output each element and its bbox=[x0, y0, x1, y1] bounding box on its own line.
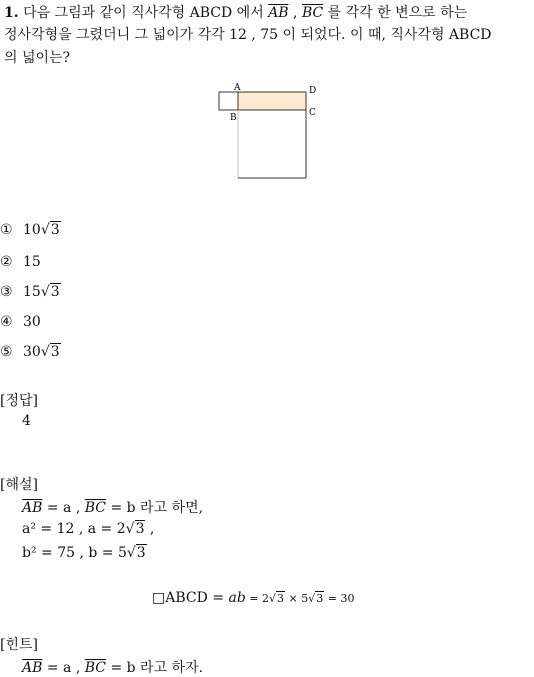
answer-header: [정답] bbox=[0, 393, 38, 409]
rectangle-abcd bbox=[238, 92, 306, 110]
rectangle-figure bbox=[210, 80, 330, 185]
solution-line-3: b² = 75 , b = 5√3 bbox=[22, 545, 146, 561]
choice-mark: ② bbox=[0, 254, 13, 270]
hint-line: $\overline{AB} = a$ , $\overline{BC} = b$ 라고 하자. bbox=[22, 660, 204, 676]
label-d: D bbox=[309, 86, 317, 96]
label-c: C bbox=[309, 108, 316, 118]
solution-result: □ABCD = ab = 2√3 × 5√3 = 30 bbox=[152, 590, 355, 606]
question-number: 1. bbox=[4, 5, 19, 21]
segment-bc: $\overline{BC}$ bbox=[301, 5, 324, 21]
choice-3[interactable]: ③ 15√3 bbox=[0, 284, 60, 300]
solution-line-2: a² = 12 , a = 2√3 , bbox=[22, 521, 155, 537]
solution-header: [해설] bbox=[0, 477, 38, 493]
segment-ab: $\overline{AB}$ bbox=[268, 5, 289, 21]
choice-mark: ⑤ bbox=[0, 344, 13, 360]
square-symbol: □ bbox=[152, 590, 166, 606]
hint-header: [힌트] bbox=[0, 637, 38, 653]
question-comma: , bbox=[288, 5, 302, 21]
choice-mark: ① bbox=[0, 222, 13, 238]
label-b: B bbox=[230, 113, 237, 123]
question-line-3: 의 넓이는? bbox=[4, 50, 71, 66]
answer-value: 4 bbox=[22, 413, 31, 429]
choice-mark: ④ bbox=[0, 314, 13, 330]
choice-mark: ③ bbox=[0, 284, 13, 300]
choice-5[interactable]: ⑤ 30√3 bbox=[0, 344, 60, 360]
question-text-1a: 다음 그림과 같이 직사각형 ABCD 에서 bbox=[23, 5, 269, 21]
square-ab bbox=[219, 92, 238, 110]
question-line-2: 정사각형을 그렸더니 그 넓이가 각각 12 , 75 이 되었다. 이 때, 직사각형 ABCD bbox=[4, 27, 492, 43]
choice-2[interactable]: ② 15 bbox=[0, 254, 41, 270]
solution-line-1: $\overline{AB} = a$ , $\overline{BC} = b$ 라고 하면, bbox=[22, 500, 204, 516]
question-line-1 bbox=[4, 2, 467, 22]
choice-1[interactable]: ① 10√3 bbox=[0, 222, 60, 238]
label-a: A bbox=[234, 83, 241, 93]
question-text-1b: 를 각각 한 변으로 하는 bbox=[323, 5, 468, 21]
choice-4[interactable]: ④ 30 bbox=[0, 314, 41, 330]
